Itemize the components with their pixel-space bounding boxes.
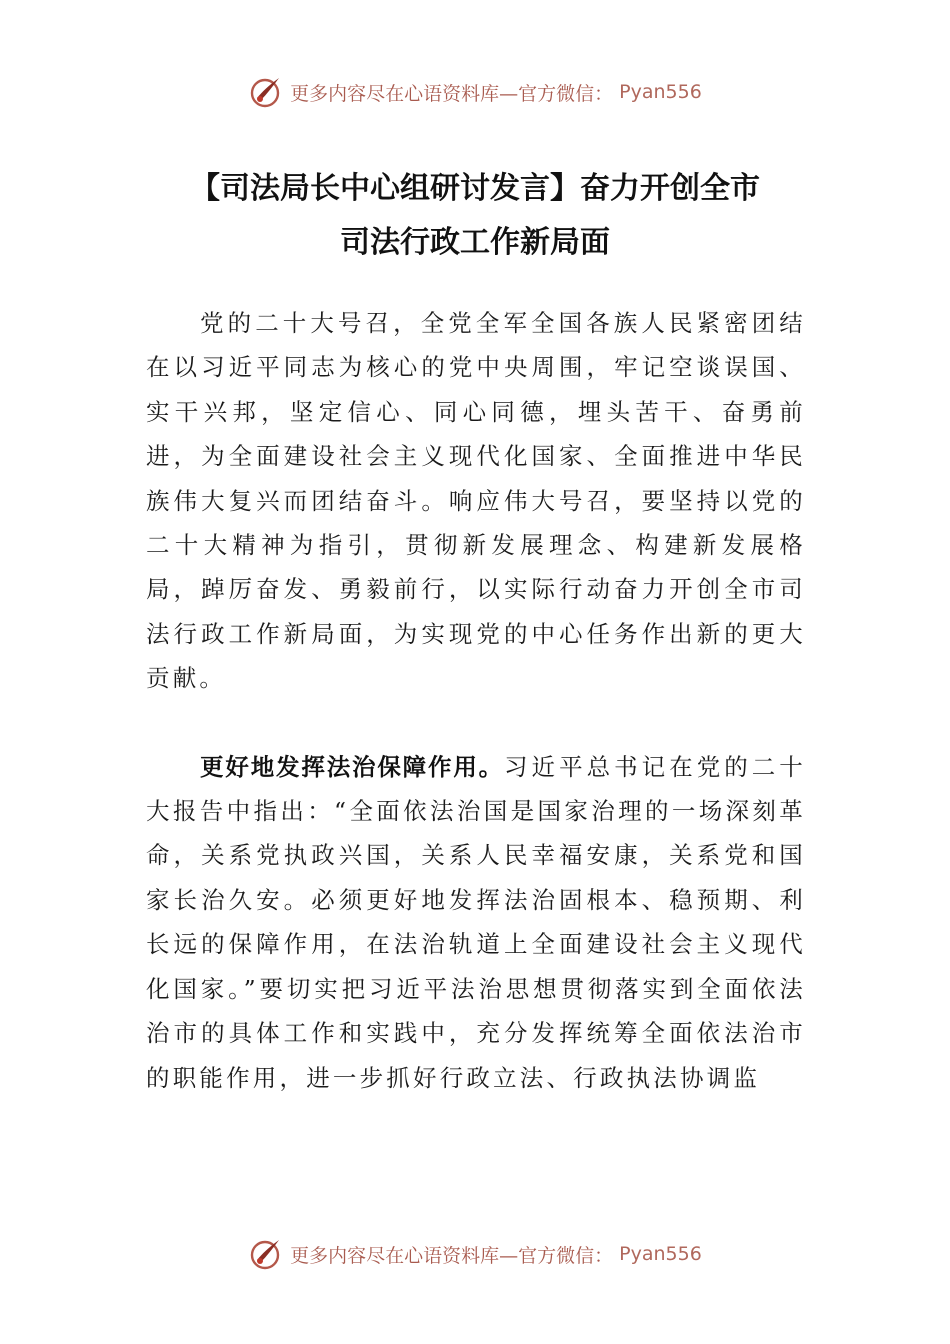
paragraph-1	[146, 301, 806, 701]
wechat-id: Pyan556	[619, 81, 702, 103]
brush-logo-icon	[248, 74, 284, 110]
title-line-2: 司法行政工作新局面	[340, 225, 610, 260]
watermark-text: 更多内容尽在心语资料库—官方微信：	[290, 82, 614, 105]
footer-watermark	[0, 1232, 950, 1276]
document-title	[80, 162, 870, 270]
brush-logo-icon	[248, 1236, 284, 1272]
paragraph-2	[146, 745, 806, 1100]
paragraph-1-text: 党的二十大号召，全党全军全国各族人民紧密团结在以习近平同志为核心的党中央周围，牢记空谈误国、实干兴邦，坚定信心、同心同德，埋头苦干、奋勇前进，为全面建设社会主义现代化国家、全面推进中华民族伟大复兴而团结奋斗。响应伟大号召，要坚持以党的二十大精神为指引，贯彻新发展理念、构建新发展格局，踔厉奋发、勇毅前行，以实际行动奋力开创全市司法行政工作新局面，为实现党的中心任务作出新的更大贡献。	[146, 309, 806, 693]
paragraph-2-heading: 更好地发挥法治保障作用。	[200, 752, 505, 781]
wechat-id: Pyan556	[619, 1243, 702, 1265]
document-body	[146, 301, 806, 1100]
title-line-1: 【司法局长中心组研讨发言】奋力开创全市	[190, 171, 760, 206]
paragraph-2-text: 习近平总书记在党的二十大报告中指出：“全面依法治国是国家治理的一场深刻革命，关系党执政兴国，关系人民幸福安康，关系党和国家长治久安。必须更好地发挥法治固根本、稳预期、利长远的保障作用，在法治轨道上全面建设社会主义现代化国家。”要切实把习近平法治思想贯彻落实到全面依法治市的具体工作和实践中，充分发挥统筹全面依法治市的职能作用，进一步抓好行政立法、行政执法协调监	[146, 752, 807, 1092]
watermark-text: 更多内容尽在心语资料库—官方微信：	[290, 1244, 614, 1267]
header-watermark	[0, 70, 950, 114]
